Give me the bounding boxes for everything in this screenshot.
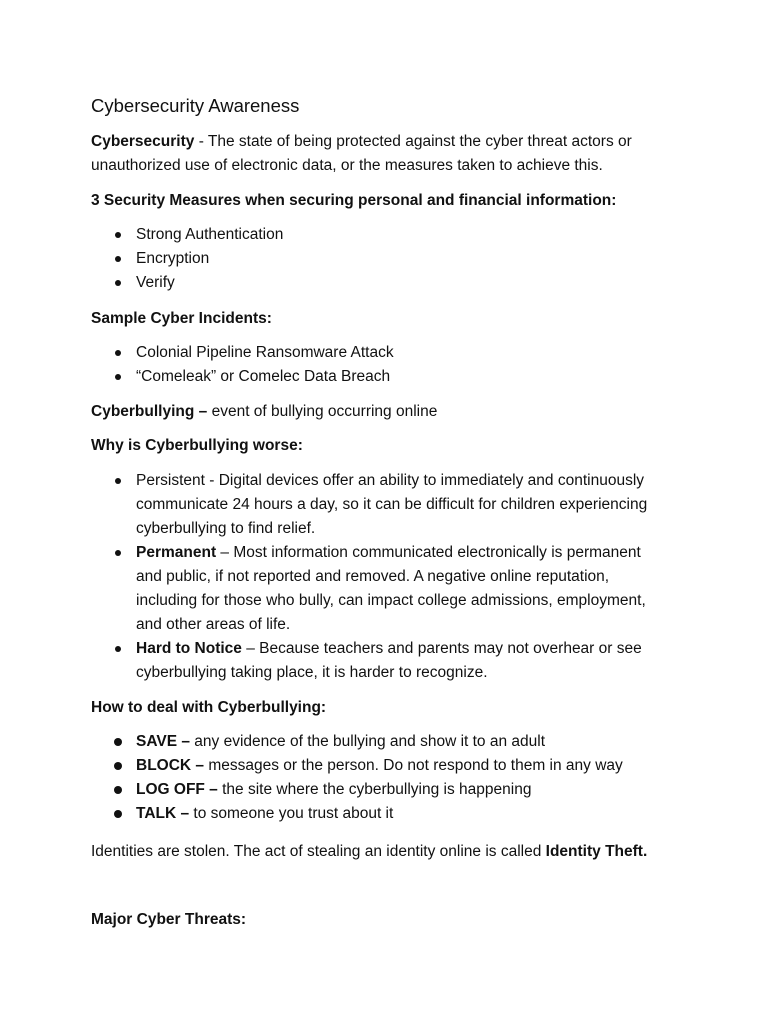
security-measures-list: [136, 223, 696, 295]
log-off-term: LOG OFF –: [136, 781, 218, 798]
persistent-line-1: Persistent - Digital devices offer an ability to immediately and continuously: [136, 472, 645, 489]
identity-text: Identities are stolen. The act of stealing an identity online is called: [91, 843, 546, 860]
permanent-line-3: including for those who bully, can impact college admissions, employment,: [136, 592, 646, 609]
cyberbullying-text: event of bullying occurring online: [207, 403, 438, 420]
cyberbullying-term: Cyberbullying –: [91, 403, 208, 420]
list-item-log-off: [136, 778, 696, 802]
identity-theft-paragraph: [91, 840, 691, 864]
security-measures-heading: 3 Security Measures when securing personal and financial information:: [91, 192, 617, 209]
page-title: Cybersecurity Awareness: [91, 95, 300, 116]
save-term: SAVE –: [136, 733, 190, 750]
list-item: Colonial Pipeline Ransomware Attack: [136, 341, 696, 365]
list-item-talk: [136, 802, 696, 826]
deal-heading: How to deal with Cyberbullying:: [91, 699, 327, 716]
definition-line-1: - The state of being protected against the cyber threat actors or: [194, 133, 632, 150]
hard-to-notice-line-1: – Because teachers and parents may not overhear or see: [241, 640, 642, 657]
list-item: Encryption: [136, 247, 696, 271]
hard-to-notice-term: Hard to Notice: [136, 640, 242, 657]
definition-line-2: unauthorized use of electronic data, or the measures taken to achieve this.: [91, 157, 603, 174]
permanent-line-4: and other areas of life.: [136, 616, 291, 633]
persistent-line-3: cyberbullying to find relief.: [136, 520, 316, 537]
permanent-term: Permanent: [136, 544, 217, 561]
save-text: any evidence of the bullying and show it to an adult: [190, 733, 546, 750]
list-item-block: [136, 754, 696, 778]
list-item-hard-to-notice: [136, 637, 696, 685]
permanent-line-2: and public, if not reported and removed. A negative online reputation,: [136, 568, 610, 585]
cybersecurity-definition: [91, 130, 691, 178]
cyberbullying-definition: [91, 400, 691, 424]
list-item-persistent: [136, 469, 696, 541]
deal-list: [136, 730, 696, 826]
hard-to-notice-line-2: cyberbullying taking place, it is harder to recognize.: [136, 664, 488, 681]
list-item: “Comeleak” or Comelec Data Breach: [136, 365, 696, 389]
persistent-line-2: communicate 24 hours a day, so it can be difficult for children experiencing: [136, 496, 648, 513]
threats-heading: Major Cyber Threats:: [91, 911, 247, 928]
block-term: BLOCK –: [136, 757, 205, 774]
permanent-line-1: – Most information communicated electronically is permanent: [216, 544, 641, 561]
list-item: Strong Authentication: [136, 223, 696, 247]
why-worse-heading: Why is Cyberbullying worse:: [91, 437, 303, 454]
incidents-heading: Sample Cyber Incidents:: [91, 310, 272, 327]
identity-term: Identity Theft.: [545, 843, 648, 860]
block-text: messages or the person. Do not respond to them in any way: [204, 757, 623, 774]
incidents-list: [136, 341, 696, 389]
talk-term: TALK –: [136, 805, 190, 822]
definition-term: Cybersecurity: [91, 133, 195, 150]
list-item-save: [136, 730, 696, 754]
list-item: Verify: [136, 271, 696, 295]
why-worse-list: [136, 469, 696, 685]
list-item-permanent: [136, 541, 696, 637]
talk-text: to someone you trust about it: [189, 805, 394, 822]
log-off-text: the site where the cyberbullying is happening: [217, 781, 532, 798]
